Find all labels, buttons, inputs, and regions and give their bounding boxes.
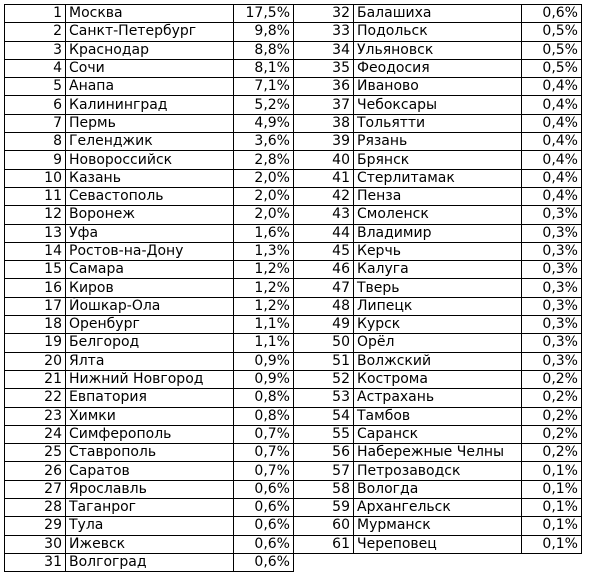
rank-cell: 22 (5, 389, 66, 407)
rank-cell: 48 (294, 297, 354, 315)
share-cell: 0,2% (522, 444, 582, 462)
city-cell: Санкт-Петербург (66, 23, 234, 41)
rank-cell: 27 (5, 480, 66, 498)
share-cell: 7,1% (234, 78, 294, 96)
rank-cell: 23 (5, 407, 66, 425)
city-cell: Стерлитамак (354, 169, 522, 187)
city-cell: Набережные Челны (354, 444, 522, 462)
share-cell: 8,8% (234, 41, 294, 59)
city-cell: Волгоград (66, 553, 234, 571)
rank-cell: 5 (5, 78, 66, 96)
table-row (5, 407, 582, 425)
table-row (5, 78, 582, 96)
share-cell: 0,7% (234, 444, 294, 462)
rank-cell: 1 (5, 5, 66, 23)
city-cell: Архангельск (354, 499, 522, 517)
share-cell: 0,4% (522, 78, 582, 96)
share-cell: 0,9% (234, 370, 294, 388)
table-row (5, 316, 582, 334)
city-cell: Ижевск (66, 535, 234, 553)
city-cell: Тверь (354, 279, 522, 297)
table-row (5, 499, 582, 517)
rank-cell: 21 (5, 370, 66, 388)
share-cell: 0,9% (234, 352, 294, 370)
rank-cell: 36 (294, 78, 354, 96)
rank-cell: 40 (294, 151, 354, 169)
share-cell: 0,4% (522, 133, 582, 151)
share-cell: 0,1% (522, 462, 582, 480)
rank-cell: 52 (294, 370, 354, 388)
rank-cell: 59 (294, 499, 354, 517)
city-cell: Керчь (354, 242, 522, 260)
rank-cell: 44 (294, 224, 354, 242)
share-cell: 0,3% (522, 316, 582, 334)
city-cell: Геленджик (66, 133, 234, 151)
city-cell: Краснодар (66, 41, 234, 59)
city-cell: Киров (66, 279, 234, 297)
table-row (5, 462, 582, 480)
share-cell: 0,4% (522, 96, 582, 114)
table-row (5, 96, 582, 114)
city-cell: Ростов-на-Дону (66, 242, 234, 260)
share-cell: 0,5% (522, 41, 582, 59)
share-cell: 1,1% (234, 316, 294, 334)
share-cell: 0,1% (522, 517, 582, 535)
share-cell: 0,7% (234, 425, 294, 443)
share-cell: 0,3% (522, 334, 582, 352)
city-cell: Оренбург (66, 316, 234, 334)
rank-cell: 54 (294, 407, 354, 425)
city-cell: Йошкар-Ола (66, 297, 234, 315)
share-cell: 0,6% (522, 5, 582, 23)
table-row (5, 224, 582, 242)
rank-cell: 42 (294, 187, 354, 205)
share-cell: 2,8% (234, 151, 294, 169)
rank-cell: 18 (5, 316, 66, 334)
share-cell: 0,3% (522, 224, 582, 242)
city-cell: Химки (66, 407, 234, 425)
rank-cell: 39 (294, 133, 354, 151)
city-cell: Вологда (354, 480, 522, 498)
city-cell: Кострома (354, 370, 522, 388)
rank-cell: 58 (294, 480, 354, 498)
rank-cell: 24 (5, 425, 66, 443)
rank-cell: 9 (5, 151, 66, 169)
table-row (5, 151, 582, 169)
rank-cell: 55 (294, 425, 354, 443)
rank-cell: 33 (294, 23, 354, 41)
share-cell: 2,0% (234, 169, 294, 187)
rank-cell: 46 (294, 261, 354, 279)
table-row (5, 169, 582, 187)
city-cell: Саранск (354, 425, 522, 443)
table-row (5, 59, 582, 77)
share-cell: 0,5% (522, 59, 582, 77)
share-cell: 0,6% (234, 517, 294, 535)
table-row (5, 389, 582, 407)
rank-cell: 6 (5, 96, 66, 114)
share-cell: 0,8% (234, 407, 294, 425)
city-cell: Анапа (66, 78, 234, 96)
city-cell: Балашиха (354, 5, 522, 23)
share-cell: 1,3% (234, 242, 294, 260)
share-cell: 0,1% (522, 535, 582, 553)
city-cell: Самара (66, 261, 234, 279)
rank-cell: 19 (5, 334, 66, 352)
share-cell: 2,0% (234, 206, 294, 224)
city-cell: Орёл (354, 334, 522, 352)
table-row (5, 352, 582, 370)
share-cell: 0,6% (234, 480, 294, 498)
share-cell: 0,2% (522, 425, 582, 443)
city-cell: Белгород (66, 334, 234, 352)
city-cell: Казань (66, 169, 234, 187)
rank-cell: 25 (5, 444, 66, 462)
table-row (5, 279, 582, 297)
city-cell: Волжский (354, 352, 522, 370)
rank-cell: 3 (5, 41, 66, 59)
share-cell: 0,5% (522, 23, 582, 41)
table-body (5, 5, 582, 572)
city-cell: Саратов (66, 462, 234, 480)
table-row (5, 444, 582, 462)
share-cell: 0,6% (234, 535, 294, 553)
share-cell: 0,3% (522, 352, 582, 370)
rank-cell: 20 (5, 352, 66, 370)
city-cell: Смоленск (354, 206, 522, 224)
city-cell: Ульяновск (354, 41, 522, 59)
rank-cell: 12 (5, 206, 66, 224)
table-row (5, 133, 582, 151)
city-cell: Симферополь (66, 425, 234, 443)
city-cell: Ярославль (66, 480, 234, 498)
city-cell: Петрозаводск (354, 462, 522, 480)
share-cell: 1,2% (234, 261, 294, 279)
rank-cell: 41 (294, 169, 354, 187)
city-cell: Тула (66, 517, 234, 535)
rank-cell: 17 (5, 297, 66, 315)
rank-cell: 4 (5, 59, 66, 77)
city-cell: Липецк (354, 297, 522, 315)
table-row (5, 5, 582, 23)
share-cell: 0,4% (522, 169, 582, 187)
city-ranking-table-container (4, 4, 582, 572)
share-cell: 9,8% (234, 23, 294, 41)
table-row (5, 553, 582, 571)
share-cell: 8,1% (234, 59, 294, 77)
city-cell: Ялта (66, 352, 234, 370)
rank-cell: 15 (5, 261, 66, 279)
table-row (5, 425, 582, 443)
city-cell: Владимир (354, 224, 522, 242)
rank-cell: 56 (294, 444, 354, 462)
city-cell: Ставрополь (66, 444, 234, 462)
city-cell: Воронеж (66, 206, 234, 224)
share-cell: 0,6% (234, 553, 294, 571)
city-cell: Севастополь (66, 187, 234, 205)
share-cell: 3,6% (234, 133, 294, 151)
share-cell: 0,3% (522, 242, 582, 260)
rank-cell: 57 (294, 462, 354, 480)
rank-cell: 37 (294, 96, 354, 114)
share-cell: 0,2% (522, 407, 582, 425)
share-cell: 0,3% (522, 297, 582, 315)
city-cell: Тамбов (354, 407, 522, 425)
rank-cell: 45 (294, 242, 354, 260)
rank-cell: 43 (294, 206, 354, 224)
city-cell: Подольск (354, 23, 522, 41)
rank-cell: 8 (5, 133, 66, 151)
rank-cell: 49 (294, 316, 354, 334)
rank-cell: 14 (5, 242, 66, 260)
table-row (5, 535, 582, 553)
empty-cell (354, 553, 522, 571)
table-row (5, 23, 582, 41)
share-cell: 0,3% (522, 206, 582, 224)
share-cell: 0,6% (234, 499, 294, 517)
city-cell: Рязань (354, 133, 522, 151)
city-cell: Брянск (354, 151, 522, 169)
city-cell: Калуга (354, 261, 522, 279)
share-cell: 1,2% (234, 297, 294, 315)
rank-cell: 16 (5, 279, 66, 297)
share-cell: 1,2% (234, 279, 294, 297)
share-cell: 0,4% (522, 151, 582, 169)
rank-cell: 53 (294, 389, 354, 407)
city-cell: Евпатория (66, 389, 234, 407)
table-row (5, 187, 582, 205)
rank-cell: 13 (5, 224, 66, 242)
table-row (5, 114, 582, 132)
rank-cell: 34 (294, 41, 354, 59)
city-cell: Москва (66, 5, 234, 23)
rank-cell: 2 (5, 23, 66, 41)
rank-cell: 60 (294, 517, 354, 535)
rank-cell: 10 (5, 169, 66, 187)
rank-cell: 32 (294, 5, 354, 23)
rank-cell: 61 (294, 535, 354, 553)
empty-cell (294, 553, 354, 571)
rank-cell: 51 (294, 352, 354, 370)
share-cell: 17,5% (234, 5, 294, 23)
share-cell: 5,2% (234, 96, 294, 114)
city-cell: Сочи (66, 59, 234, 77)
rank-cell: 31 (5, 553, 66, 571)
city-cell: Череповец (354, 535, 522, 553)
rank-cell: 30 (5, 535, 66, 553)
city-cell: Мурманск (354, 517, 522, 535)
share-cell: 0,1% (522, 499, 582, 517)
rank-cell: 7 (5, 114, 66, 132)
rank-cell: 29 (5, 517, 66, 535)
rank-cell: 47 (294, 279, 354, 297)
share-cell: 0,7% (234, 462, 294, 480)
share-cell: 1,6% (234, 224, 294, 242)
city-cell: Калининград (66, 96, 234, 114)
share-cell: 0,8% (234, 389, 294, 407)
table-row (5, 41, 582, 59)
empty-cell (522, 553, 582, 571)
share-cell: 0,1% (522, 480, 582, 498)
city-cell: Новороссийск (66, 151, 234, 169)
table-row (5, 517, 582, 535)
share-cell: 0,3% (522, 279, 582, 297)
rank-cell: 38 (294, 114, 354, 132)
rank-cell: 50 (294, 334, 354, 352)
table-row (5, 206, 582, 224)
table-row (5, 242, 582, 260)
city-ranking-table (4, 4, 582, 572)
table-row (5, 334, 582, 352)
city-cell: Нижний Новгород (66, 370, 234, 388)
city-cell: Курск (354, 316, 522, 334)
city-cell: Пермь (66, 114, 234, 132)
share-cell: 0,2% (522, 370, 582, 388)
rank-cell: 11 (5, 187, 66, 205)
share-cell: 1,1% (234, 334, 294, 352)
table-row (5, 261, 582, 279)
share-cell: 0,4% (522, 187, 582, 205)
city-cell: Уфа (66, 224, 234, 242)
table-row (5, 297, 582, 315)
table-row (5, 370, 582, 388)
share-cell: 0,3% (522, 261, 582, 279)
share-cell: 0,4% (522, 114, 582, 132)
share-cell: 0,2% (522, 389, 582, 407)
share-cell: 4,9% (234, 114, 294, 132)
rank-cell: 35 (294, 59, 354, 77)
city-cell: Феодосия (354, 59, 522, 77)
city-cell: Пенза (354, 187, 522, 205)
rank-cell: 28 (5, 499, 66, 517)
rank-cell: 26 (5, 462, 66, 480)
share-cell: 2,0% (234, 187, 294, 205)
city-cell: Иваново (354, 78, 522, 96)
city-cell: Астрахань (354, 389, 522, 407)
city-cell: Тольятти (354, 114, 522, 132)
table-row (5, 480, 582, 498)
city-cell: Чебоксары (354, 96, 522, 114)
city-cell: Таганрог (66, 499, 234, 517)
